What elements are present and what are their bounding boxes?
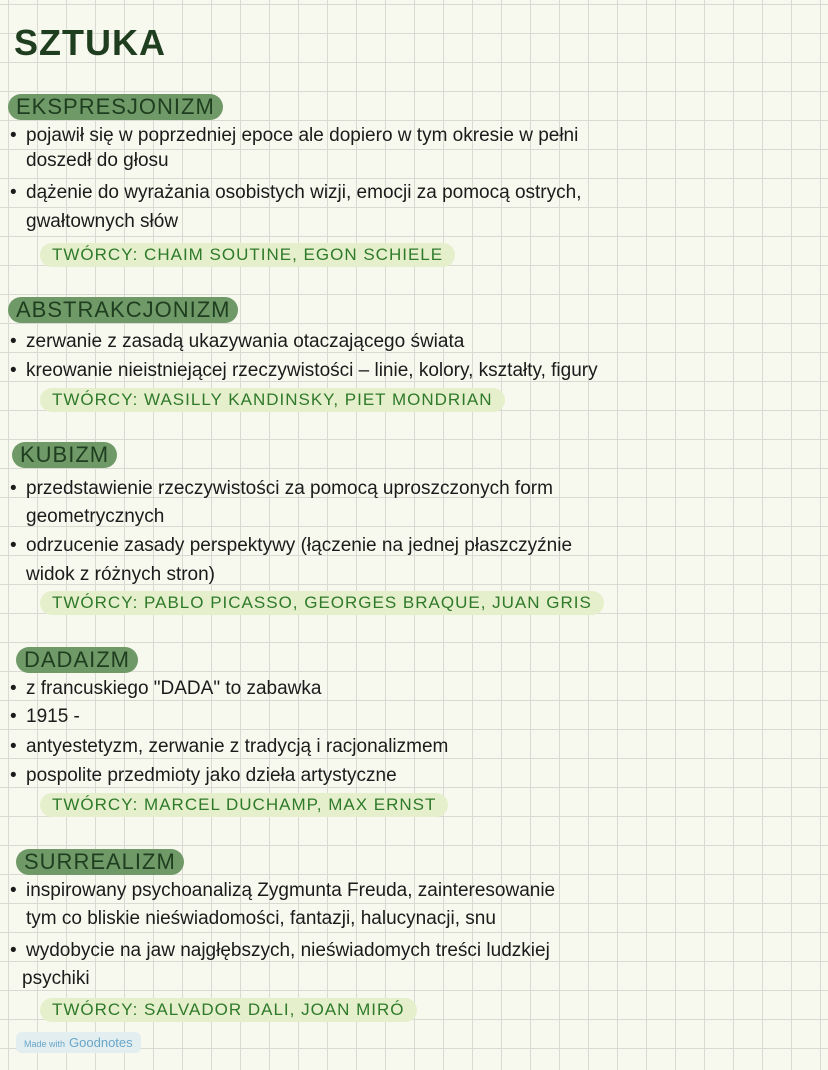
bullet-line: • antyestetyzm, zerwanie z tradycją i racjonalizmem	[10, 736, 449, 757]
line-continuation: doszedł do głosu	[26, 150, 169, 171]
bullet-line: • pospolite przedmioty jako dzieła artystyczne	[10, 765, 397, 786]
line-continuation: gwałtownych słów	[26, 211, 179, 232]
section-heading: DADAIZM	[16, 647, 138, 673]
line-continuation: widok z różnych stron)	[26, 564, 216, 585]
section-heading: EKSPRESJONIZM	[8, 94, 223, 120]
bullet-line: • dążenie do wyrażania osobistych wizji, emocji za pomocą ostrych,	[10, 182, 582, 203]
artists-highlight: TWÓRCY: SALVADOR DALI, JOAN MIRÓ	[40, 998, 417, 1022]
line-continuation: tym co bliskie nieświadomości, fantazji, halucynacji, snu	[26, 908, 496, 929]
artists-highlight: TWÓRCY: MARCEL DUCHAMP, MAX ERNST	[40, 793, 448, 817]
bullet-line: • odrzucenie zasady perspektywy (łączenie na jednej płaszczyźnie	[10, 535, 573, 556]
artists-highlight: TWÓRCY: PABLO PICASSO, GEORGES BRAQUE, JUAN GRIS	[40, 591, 604, 615]
bullet-line: • 1915 -	[10, 706, 80, 727]
bullet-line: • pojawił się w poprzedniej epoce ale dopiero w tym okresie w pełni	[10, 125, 579, 146]
section-heading: KUBIZM	[12, 442, 117, 468]
line-continuation: psychiki	[22, 968, 90, 989]
goodnotes-badge	[16, 1032, 141, 1053]
badge-made-with: Made with	[24, 1039, 66, 1049]
section-heading: ABSTRAKCJONIZM	[8, 297, 238, 323]
bullet-line: • przedstawienie rzeczywistości za pomocą uproszczonych form	[10, 478, 553, 499]
badge-brand: Goodnotes	[69, 1035, 133, 1050]
bullet-line: • zerwanie z zasadą ukazywania otaczającego świata	[10, 331, 465, 352]
page-title: SZTUKA	[14, 22, 166, 63]
line-continuation: geometrycznych	[26, 506, 165, 527]
bullet-line: • wydobycie na jaw najgłębszych, nieświadomych treści ludzkiej	[10, 940, 550, 961]
bullet-line: • z francuskiego "DADA" to zabawka	[10, 678, 322, 699]
section-heading: SURREALIZM	[16, 849, 184, 875]
artists-highlight: TWÓRCY: CHAIM SOUTINE, EGON SCHIELE	[40, 243, 455, 267]
artists-highlight: TWÓRCY: WASILLY KANDINSKY, PIET MONDRIAN	[40, 388, 505, 412]
bullet-line: • inspirowany psychoanalizą Zygmunta Freuda, zainteresowanie	[10, 880, 556, 901]
bullet-line: • kreowanie nieistniejącej rzeczywistości – linie, kolory, kształty, figury	[10, 360, 598, 381]
